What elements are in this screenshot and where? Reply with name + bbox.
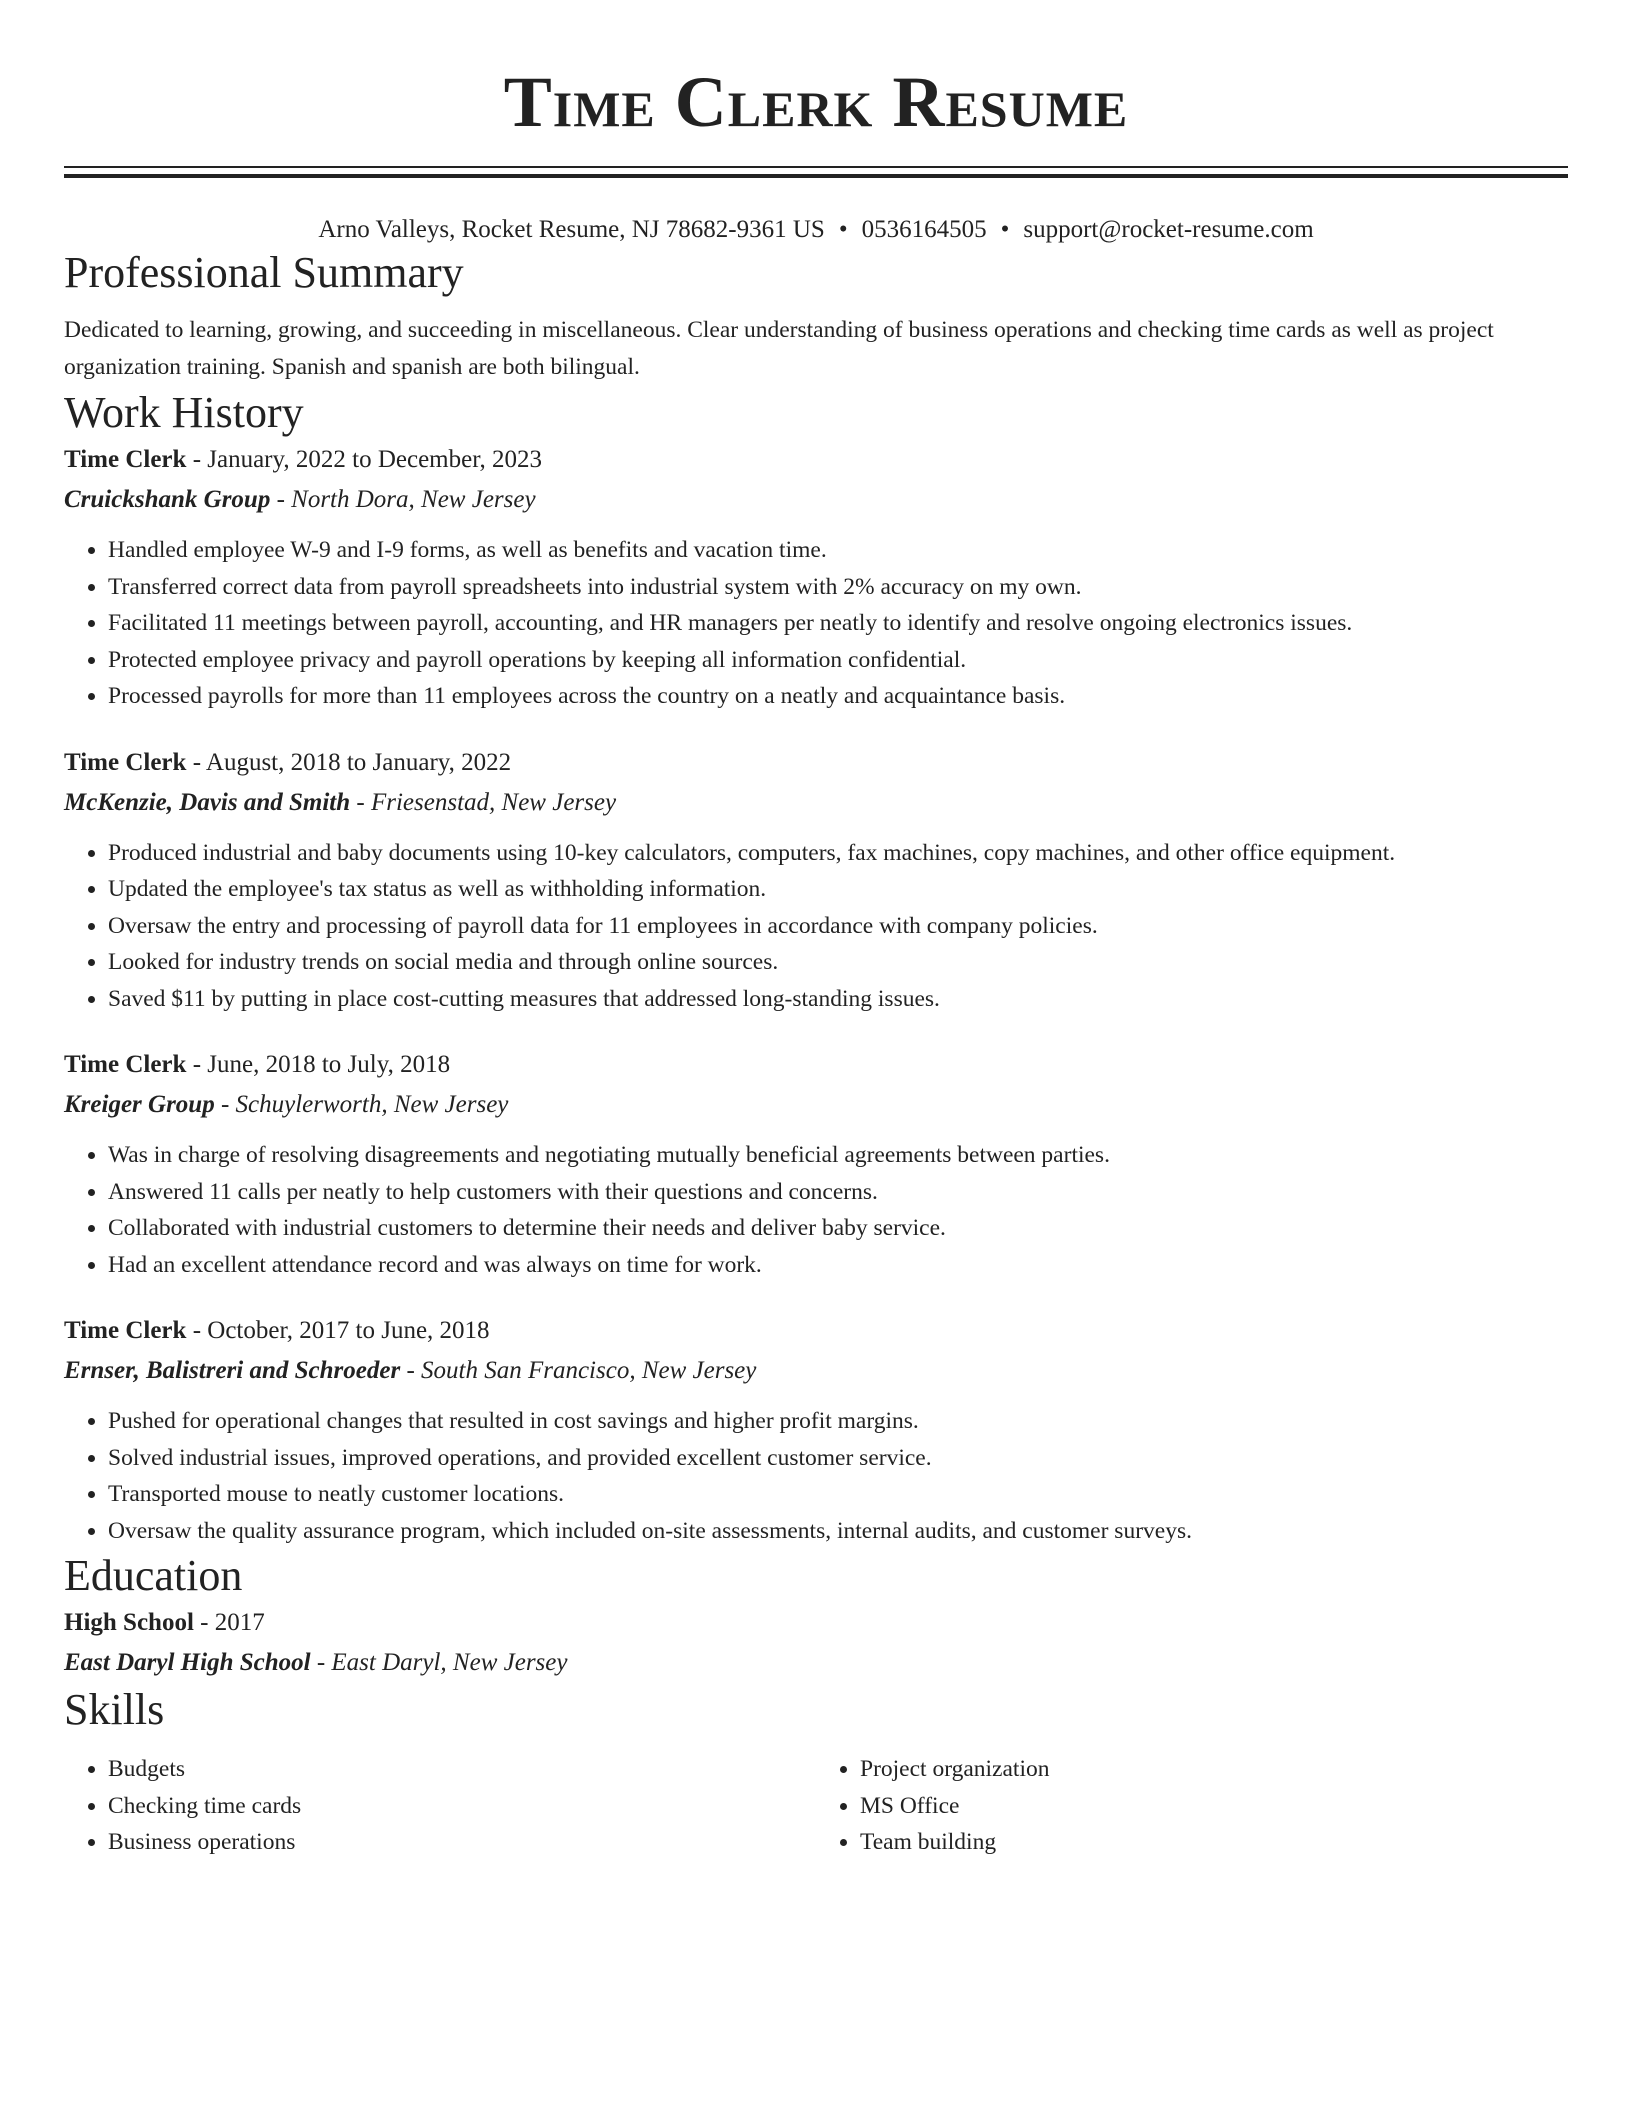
work-history-heading: Work History xyxy=(64,388,304,437)
job-entry xyxy=(64,1311,1568,1549)
skills-grid xyxy=(64,1751,1568,1861)
education-heading: Education xyxy=(64,1551,243,1600)
contact-separator: • xyxy=(838,216,848,243)
job-bullet-list xyxy=(64,532,1568,715)
contact-email: support@rocket-resume.com xyxy=(1023,216,1314,243)
skill-item: • Team building xyxy=(860,1824,1568,1861)
skills-heading: Skills xyxy=(64,1685,165,1734)
contact-line xyxy=(64,214,1568,246)
job-bullet: • Oversaw the entry and processing of payroll data for 11 employees in accordance with company policies. xyxy=(108,908,1568,945)
job-entry xyxy=(64,440,1568,715)
job-company-line xyxy=(64,783,1568,823)
job-bullet: • Solved industrial issues, improved operations, and provided excellent customer service. xyxy=(108,1440,1568,1477)
job-dates: - January, 2022 to December, 2023 xyxy=(186,446,543,473)
job-bullet: • Saved $11 by putting in place cost-cutting measures that addressed long-standing issues. xyxy=(108,981,1568,1018)
job-company: Ernser, Balistreri and Schroeder xyxy=(64,1357,401,1384)
job-role: Time Clerk xyxy=(64,748,187,776)
job-role: Time Clerk xyxy=(64,1317,187,1344)
job-dates: - October, 2017 to June, 2018 xyxy=(186,1317,490,1344)
job-bullet: • Was in charge of resolving disagreements and negotiating mutually beneficial agreements between parties. xyxy=(108,1137,1568,1174)
skill-item: • Business operations xyxy=(108,1824,816,1861)
contact-separator: • xyxy=(1000,216,1010,243)
job-bullet: • Looked for industry trends on social media and through online sources. xyxy=(108,944,1568,981)
job-company-line xyxy=(64,480,1568,520)
contact-phone: 0536164505 xyxy=(861,216,987,243)
job-bullet-list xyxy=(64,835,1568,1018)
education-location: - East Daryl, New Jersey xyxy=(310,1649,568,1676)
title-rule-thick xyxy=(64,174,1568,178)
job-location: - Friesenstad, New Jersey xyxy=(350,788,617,816)
skills-column-left xyxy=(64,1751,816,1861)
job-role: Time Clerk xyxy=(64,1051,187,1078)
job-location: - North Dora, New Jersey xyxy=(270,486,536,513)
work-history-list xyxy=(64,440,1568,1549)
job-bullet-list xyxy=(64,1403,1568,1549)
job-entry xyxy=(64,1045,1568,1283)
job-bullet: • Produced industrial and baby documents using 10-key calculators, computers, fax machines, copy machines, and other office equipment. xyxy=(108,835,1568,872)
job-entry xyxy=(64,743,1568,1018)
skill-item: • Project organization xyxy=(860,1751,1568,1788)
job-company-line xyxy=(64,1085,1568,1125)
title-rule-thin xyxy=(64,166,1568,168)
job-bullet: • Protected employee privacy and payroll operations by keeping all information confidential. xyxy=(108,642,1568,679)
resume-title: Time Clerk Resume xyxy=(503,62,1129,142)
skills-column-right xyxy=(816,1751,1568,1861)
job-role: Time Clerk xyxy=(64,446,187,473)
job-bullet: • Collaborated with industrial customers to determine their needs and deliver baby service. xyxy=(108,1210,1568,1247)
job-dates: - June, 2018 to July, 2018 xyxy=(186,1051,451,1078)
education-year: - 2017 xyxy=(193,1609,265,1636)
job-title-line xyxy=(64,743,1568,783)
job-bullet: • Oversaw the quality assurance program, which included on-site assessments, internal audits, and customer surveys. xyxy=(108,1513,1568,1550)
skill-item: • Budgets xyxy=(108,1751,816,1788)
job-company: Cruickshank Group xyxy=(64,486,271,513)
job-title-line xyxy=(64,440,1568,480)
job-company: Kreiger Group xyxy=(64,1091,215,1118)
job-bullet: • Handled employee W-9 and I-9 forms, as well as benefits and vacation time. xyxy=(108,532,1568,569)
summary-text: Dedicated to learning, growing, and succeeding in miscellaneous. Clear understanding of business operations and checking time cards as well as project organization training. Spanish and spanish are both bilingual. xyxy=(64,317,1494,380)
job-bullet-list xyxy=(64,1137,1568,1283)
job-dates: - August, 2018 to January, 2022 xyxy=(186,748,512,776)
job-bullet: • Answered 11 calls per neatly to help customers with their questions and concerns. xyxy=(108,1174,1568,1211)
job-bullet: • Had an excellent attendance record and was always on time for work. xyxy=(108,1247,1568,1284)
job-title-line xyxy=(64,1045,1568,1085)
job-location: - South San Francisco, New Jersey xyxy=(400,1357,757,1384)
job-bullet: • Transferred correct data from payroll spreadsheets into industrial system with 2% accuracy on my own. xyxy=(108,569,1568,606)
job-bullet: • Updated the employee's tax status as well as withholding information. xyxy=(108,871,1568,908)
summary-heading: Professional Summary xyxy=(64,248,464,297)
contact-address: Arno Valleys, Rocket Resume, NJ 78682-9361 US xyxy=(318,216,825,243)
job-bullet: • Transported mouse to neatly customer locations. xyxy=(108,1476,1568,1513)
education-degree-line xyxy=(64,1603,1568,1643)
education-school: East Daryl High School xyxy=(64,1649,311,1676)
skill-item: • Checking time cards xyxy=(108,1788,816,1825)
job-company: McKenzie, Davis and Smith xyxy=(64,788,351,816)
job-bullet: • Pushed for operational changes that resulted in cost savings and higher profit margins. xyxy=(108,1403,1568,1440)
job-bullet: • Facilitated 11 meetings between payroll, accounting, and HR managers per neatly to identify and resolve ongoing electronics issues. xyxy=(108,605,1568,642)
job-company-line xyxy=(64,1351,1568,1391)
job-bullet: • Processed payrolls for more than 11 employees across the country on a neatly and acquaintance basis. xyxy=(108,678,1568,715)
education-degree: High School xyxy=(64,1609,194,1636)
skill-item: • MS Office xyxy=(860,1788,1568,1825)
job-title-line xyxy=(64,1311,1568,1351)
education-school-line xyxy=(64,1643,1568,1683)
job-location: - Schuylerworth, New Jersey xyxy=(214,1091,509,1118)
